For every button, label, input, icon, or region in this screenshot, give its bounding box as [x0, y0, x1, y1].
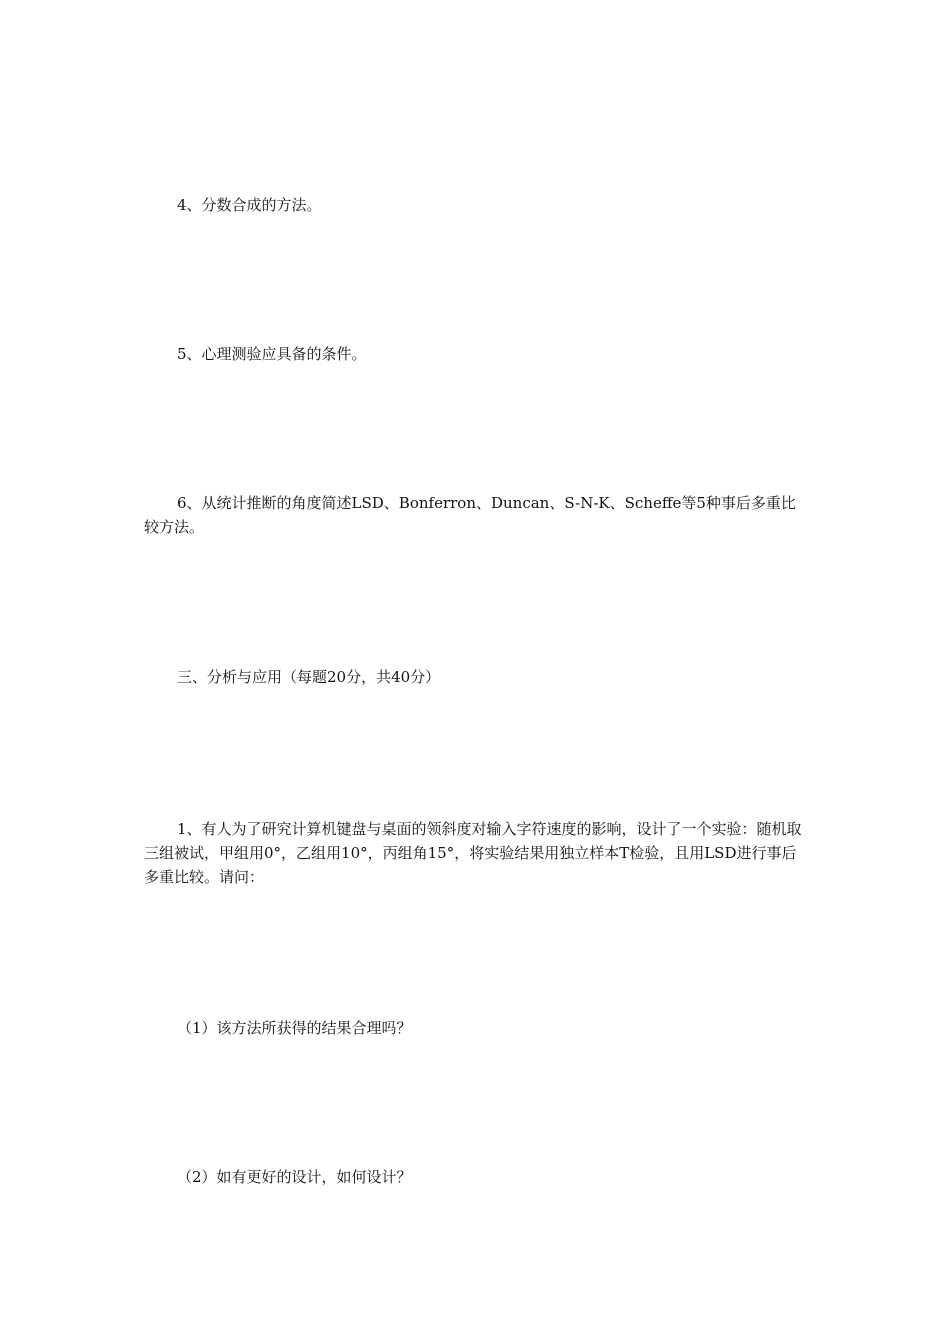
section-three-heading: 三、分析与应用（每题20分，共40分） — [177, 668, 441, 686]
sub-question-1: （1）该方法所获得的结果合理吗？ — [177, 1019, 412, 1037]
question-5: 5、心理测验应具备的条件。 — [177, 345, 367, 363]
application-question-1: 1、有人为了研究计算机键盘与桌面的领斜度对输入字符速度的影响，设计了一个实验：随机取三组被试，甲组用0°，乙组用10°，丙组角15°，将实验结果用独立样本T检验，且用LSD进行事后多重比较。请问： — [144, 820, 802, 886]
sub-question-2: （2）如有更好的设计，如何设计？ — [177, 1168, 412, 1186]
question-4: 4、分数合成的方法。 — [177, 196, 322, 214]
question-6: 6、从统计推断的角度简述LSD、Bonferron、Duncan、S-N-K、Scheffe等5种事后多重比较方法。 — [144, 494, 796, 536]
